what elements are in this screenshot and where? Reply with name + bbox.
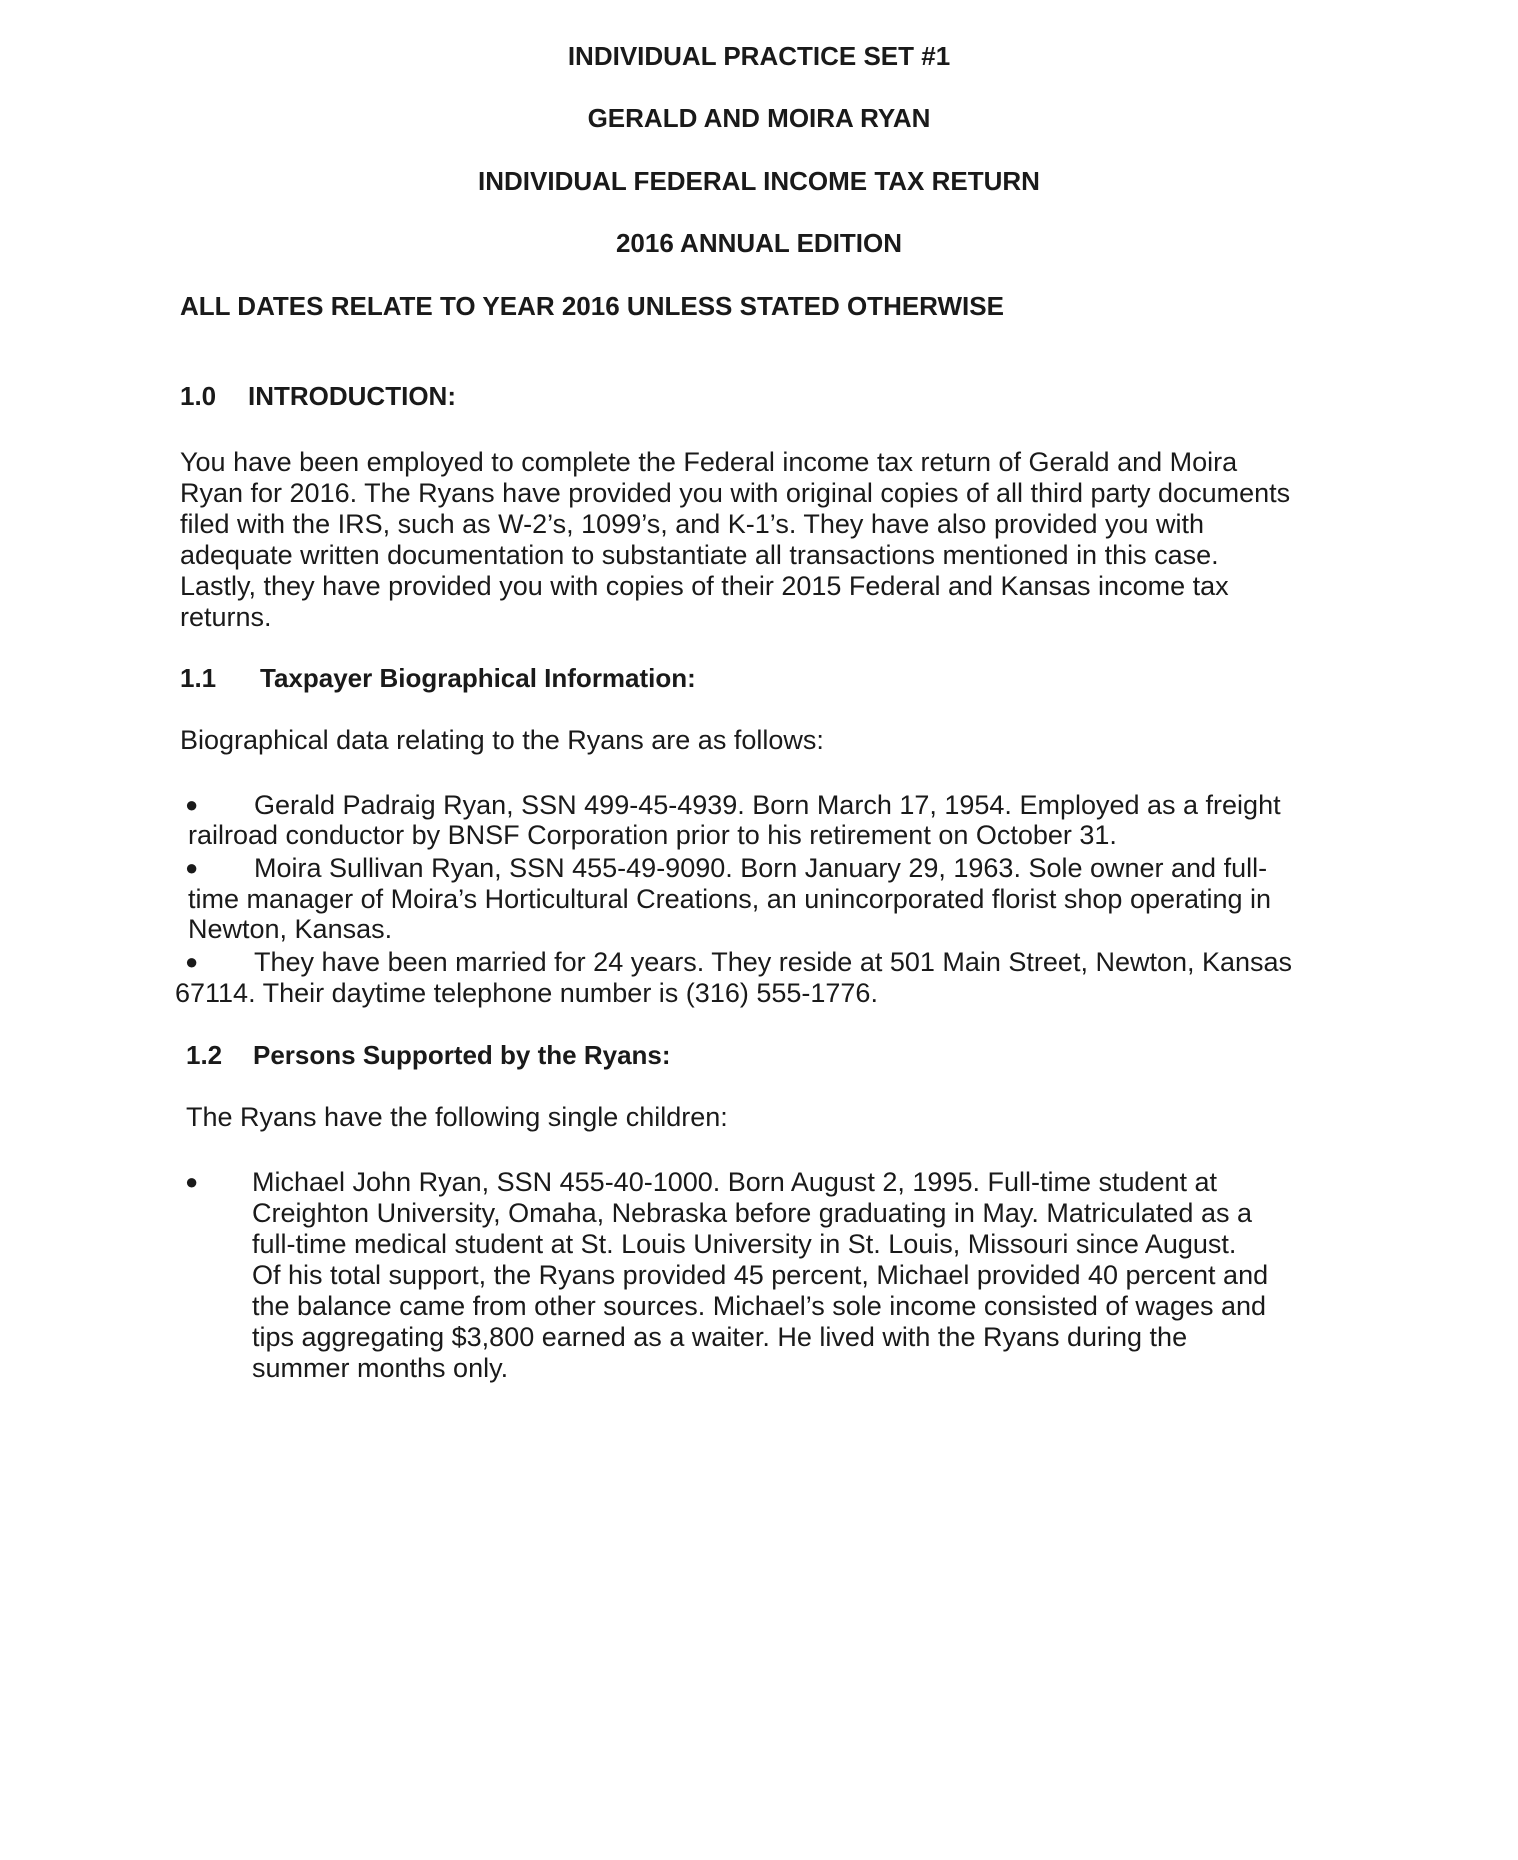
michael-line: Michael John Ryan, SSN 455-40-1000. Born August 2, 1995. Full-time student at (252, 1167, 1218, 1197)
residence-line: They have been married for 24 years. They reside at 501 Main Street, Newton, Kansas (254, 947, 1293, 977)
section-1-2-number: 1.2 (186, 1040, 223, 1070)
intro-line: Ryan for 2016. The Ryans have provided you with original copies of all third party documents (180, 478, 1291, 508)
michael-line: summer months only. (252, 1353, 509, 1383)
moira-bio-line: Moira Sullivan Ryan, SSN 455-49-9090. Born January 29, 1963. Sole owner and full- (254, 853, 1268, 883)
residence-line: 67114. Their daytime telephone number is (316) 555-1776. (175, 978, 878, 1008)
michael-line: full-time medical student at St. Louis University in St. Louis, Missouri since August. (252, 1229, 1237, 1259)
intro-line: You have been employed to complete the Federal income tax return of Gerald and Moira (180, 447, 1238, 477)
section-1-1-heading: Taxpayer Biographical Information: (260, 663, 696, 693)
intro-line: adequate written documentation to substantiate all transactions mentioned in this case. (180, 540, 1219, 570)
intro-line: Lastly, they have provided you with copies of their 2015 Federal and Kansas income tax (180, 571, 1229, 601)
intro-line: returns. (180, 602, 272, 632)
title-taxpayer-names: GERALD AND MOIRA RYAN (587, 103, 931, 133)
bullet-dot: ● (185, 855, 199, 880)
section-1-2-heading: Persons Supported by the Ryans: (253, 1040, 671, 1070)
moira-bio-line: time manager of Moira’s Horticultural Creations, an unincorporated florist shop operating in (188, 884, 1272, 914)
gerald-bio-line: railroad conductor by BNSF Corporation prior to his retirement on October 31. (188, 820, 1117, 850)
section-1-0-heading: INTRODUCTION: (248, 381, 456, 411)
michael-line: the balance came from other sources. Michael’s sole income consisted of wages and (252, 1291, 1267, 1321)
dates-note: ALL DATES RELATE TO YEAR 2016 UNLESS STATED OTHERWISE (180, 291, 1004, 321)
title-practice-set: INDIVIDUAL PRACTICE SET #1 (567, 41, 951, 71)
michael-line: Creighton University, Omaha, Nebraska before graduating in May. Matriculated as a (252, 1198, 1252, 1228)
title-edition: 2016 ANNUAL EDITION (615, 228, 903, 258)
bullet-dot: ● (185, 1169, 199, 1194)
bullet-dot: ● (185, 792, 199, 817)
moira-bio-line: Newton, Kansas. (188, 914, 393, 944)
bullet-dot: ● (185, 949, 199, 974)
intro-line: filed with the IRS, such as W-2’s, 1099’s, and K-1’s. They have also provided you with (180, 509, 1205, 539)
children-intro: The Ryans have the following single children: (186, 1102, 728, 1132)
michael-line: tips aggregating $3,800 earned as a waiter. He lived with the Ryans during the (252, 1322, 1188, 1352)
gerald-bio-line: Gerald Padraig Ryan, SSN 499-45-4939. Born March 17, 1954. Employed as a freight (254, 790, 1281, 820)
michael-line: Of his total support, the Ryans provided 45 percent, Michael provided 40 percent and (252, 1260, 1269, 1290)
section-1-1-number: 1.1 (180, 663, 217, 693)
section-1-0-number: 1.0 (180, 381, 217, 411)
title-return-type: INDIVIDUAL FEDERAL INCOME TAX RETURN (478, 166, 1040, 196)
biographical-intro: Biographical data relating to the Ryans are as follows: (180, 725, 824, 755)
